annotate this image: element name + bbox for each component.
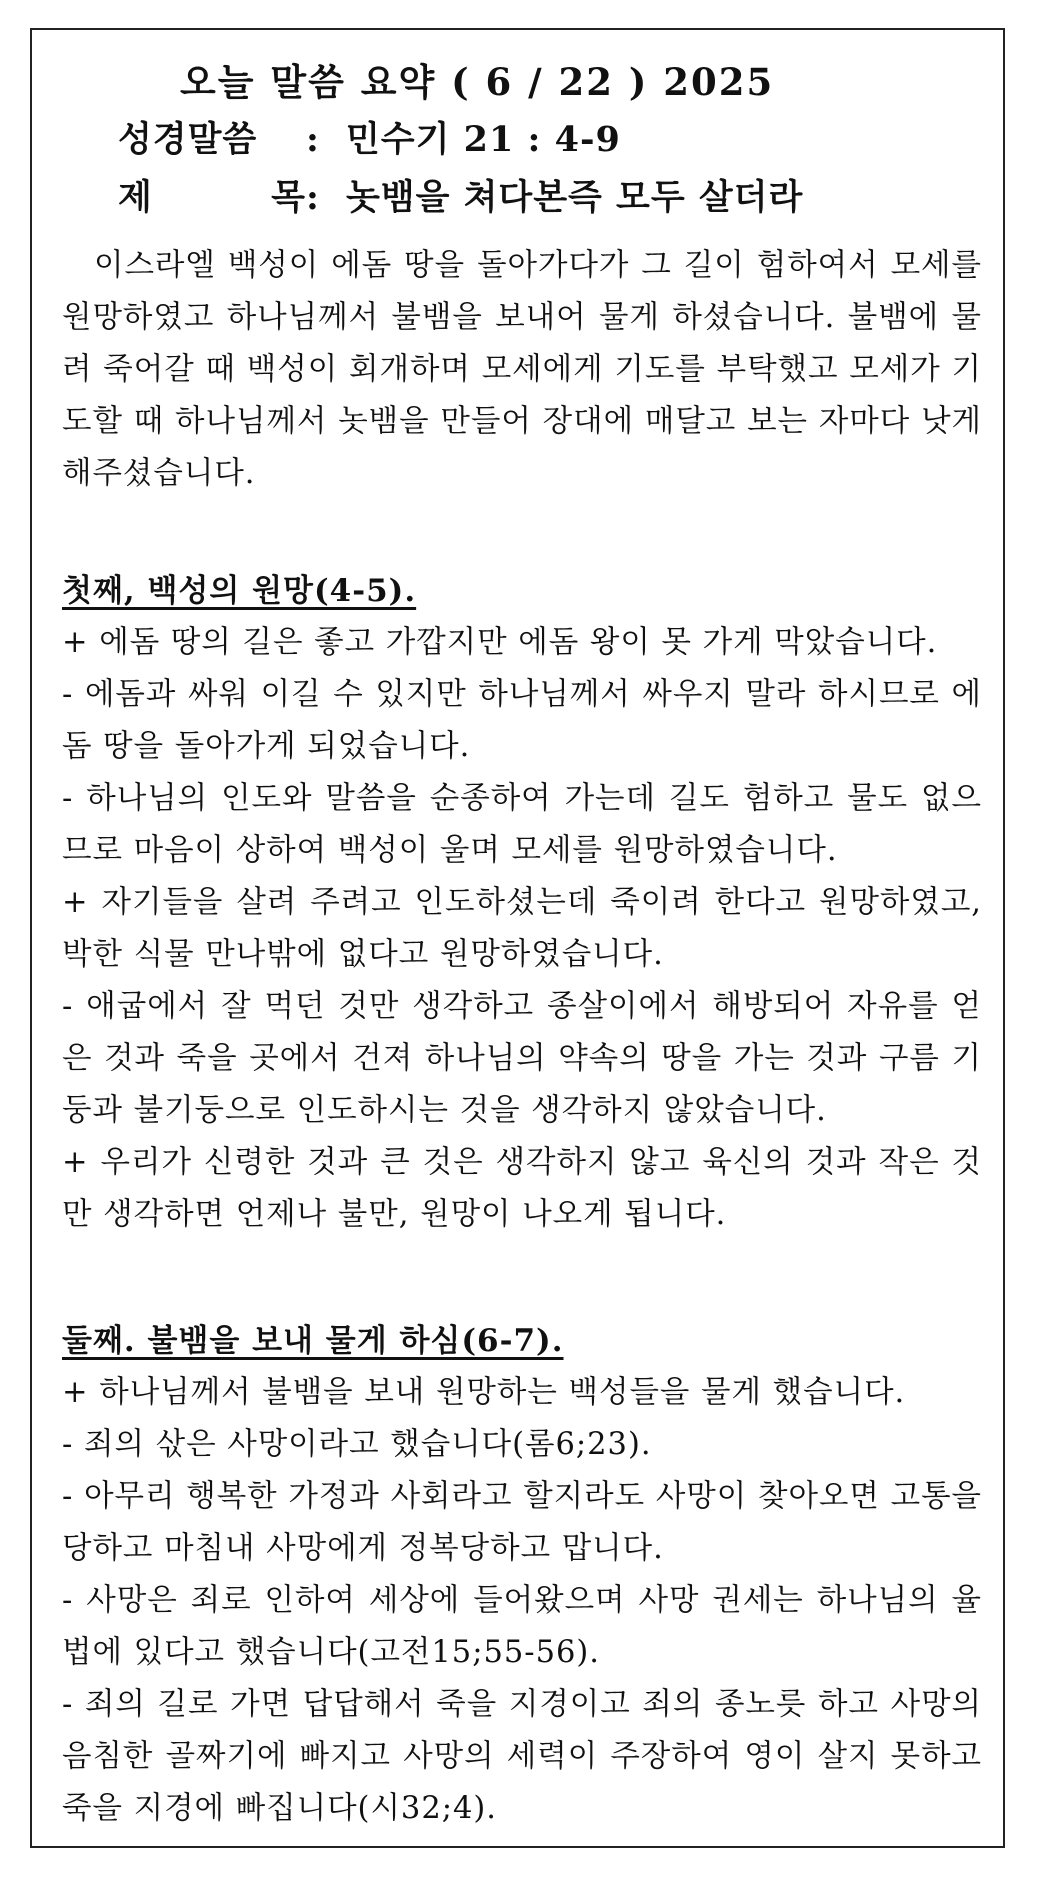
- section-2-line: + 하나님께서 불뱀을 보내 원망하는 백성들을 물게 했습니다.: [62, 1375, 906, 1410]
- page-title: 오늘 말씀 요약 ( 6 / 22 ) 2025: [180, 60, 775, 104]
- section-2-heading: 둘째. 불뱀을 보내 물게 하심(6-7).: [62, 1323, 564, 1359]
- section-1: [62, 565, 982, 1241]
- section-1-line: + 우리가 신령한 것과 큰 것은 생각하지 않고 육신의 것과 작은 것만 생각하면 언제나 불만, 원망이 나오게 됩니다.: [62, 1145, 982, 1232]
- section-1-line: + 에돔 땅의 길은 좋고 가깝지만 에돔 왕이 못 가게 막았습니다.: [62, 625, 938, 660]
- scripture-label: 성경말씀: [118, 119, 258, 160]
- section-2-line: - 아무리 행복한 가정과 사회라고 할지라도 사망이 찾아오면 고통을 당하고 마침내 사망에게 정복당하고 맙니다.: [62, 1479, 982, 1566]
- section-1-heading: 첫째, 백성의 원망(4-5).: [62, 573, 417, 609]
- topic-colon: :: [306, 177, 320, 218]
- section-2: [62, 1315, 982, 1835]
- scripture-row: [118, 112, 621, 162]
- intro-section: [62, 240, 982, 500]
- section-2-line: - 죄의 길로 가면 답답해서 죽을 지경이고 죄의 종노릇 하고 사망의 음침한 골짜기에 빠지고 사망의 세력이 주장하여 영이 살지 못하고 죽을 지경에 빠집니다(시32;4).: [62, 1687, 982, 1826]
- section-1-line: - 에돔과 싸워 이길 수 있지만 하나님께서 싸우지 말라 하시므로 에돔 땅을 돌아가게 되었습니다.: [62, 677, 982, 764]
- section-1-line: - 애굽에서 잘 먹던 것만 생각하고 종살이에서 해방되어 자유를 얻은 것과 죽을 곳에서 건져 하나님의 약속의 땅을 가는 것과 구름 기둥과 불기둥으로 인도하시는 것을 생각하지 않았습니다.: [62, 989, 982, 1128]
- scripture-colon: :: [306, 119, 320, 160]
- section-2-line: - 죄의 삯은 사망이라고 했습니다(롬6;23).: [62, 1427, 652, 1462]
- section-2-line: - 사망은 죄로 인하여 세상에 들어왔으며 사망 권세는 하나님의 율법에 있다고 했습니다(고전15;55-56).: [62, 1583, 982, 1670]
- topic-row: [118, 170, 803, 220]
- intro-paragraph: 이스라엘 백성이 에돔 땅을 돌아가다가 그 길이 험하여서 모세를 원망하였고 하나님께서 불뱀을 보내어 물게 하셨습니다. 불뱀에 물려 죽어갈 때 백성이 회개하며 모세에게 기도를 부탁했고 모세가 기도할 때 하나님께서 놋뱀을 만들어 장대에 매달고 보는 자마다 낫게 해주셨습니다.: [62, 248, 982, 491]
- section-1-line: + 자기들을 살려 주려고 인도하셨는데 죽이려 한다고 원망하였고, 박한 식물 만나밖에 없다고 원망하였습니다.: [62, 885, 982, 972]
- section-1-line: - 하나님의 인도와 말씀을 순종하여 가는데 길도 험하고 물도 없으므로 마음이 상하여 백성이 울며 모세를 원망하였습니다.: [62, 781, 982, 868]
- topic-label: 제 목: [118, 177, 306, 218]
- scripture-value: 민수기 21 : 4-9: [346, 119, 621, 160]
- topic-value: 놋뱀을 쳐다본즉 모두 살더라: [346, 177, 804, 218]
